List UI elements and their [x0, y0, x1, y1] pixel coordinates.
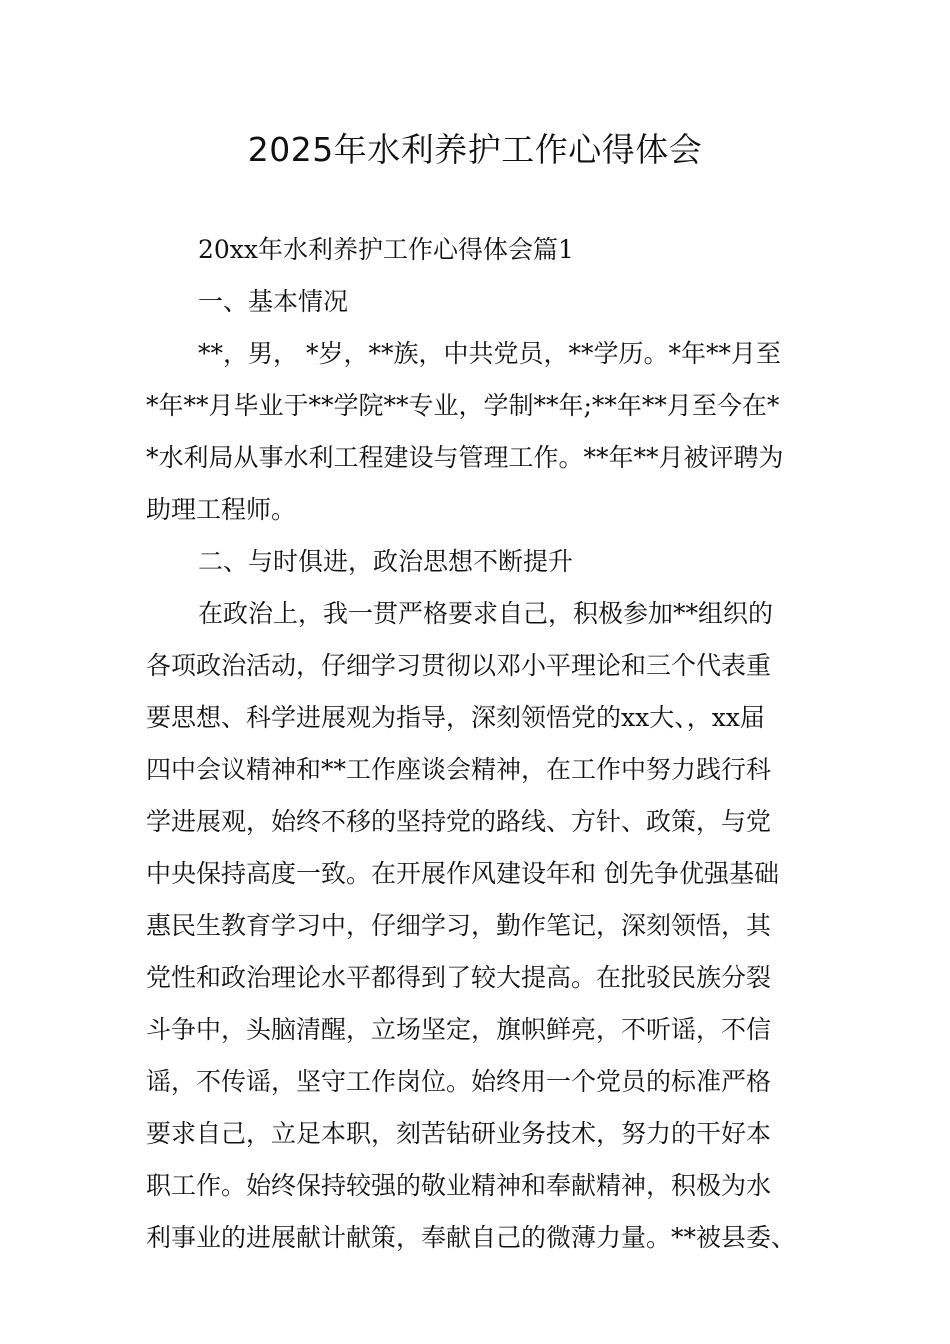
paragraph-line: 在政治上，我一贯严格要求自己，积极参加**组织的: [198, 599, 774, 628]
paragraph-line: *年**月毕业于**学院**专业，学制**年;**年**月至今在*: [146, 391, 780, 420]
document-body: [146, 224, 826, 1264]
paragraph-line: 惠民生教育学习中，仔细学习，勤作笔记，深刻领悟，其: [146, 911, 772, 940]
section-heading: 二、与时俱进，政治思想不断提升: [198, 547, 574, 576]
document-title: 2025年水利养护工作心得体会: [247, 130, 703, 169]
section-heading: 一、基本情况: [198, 287, 349, 316]
paragraph-line: 利事业的进展献计献策，奉献自己的微薄力量。**被县委、: [146, 1223, 797, 1252]
paragraph-line: 各项政治活动，仔细学习贯彻以邓小平理论和三个代表重: [146, 651, 772, 680]
paragraph-line: 助理工程师。: [146, 495, 297, 524]
paragraph-line: 斗争中，头脑清醒，立场坚定，旗帜鲜亮，不听谣，不信: [146, 1015, 772, 1044]
paragraph-line: **，男， *岁，**族，中共党员，**学历。*年**月至: [198, 339, 781, 368]
paragraph-line: 职工作。始终保持较强的敬业精神和奉献精神，积极为水: [146, 1171, 772, 1200]
paragraph-line: 20xx年水利养护工作心得体会篇1: [198, 235, 574, 264]
paragraph-line: 四中会议精神和**工作座谈会精神，在工作中努力践行科: [146, 755, 772, 784]
paragraph-line: 党性和政治理论水平都得到了较大提高。在批驳民族分裂: [146, 963, 772, 992]
paragraph-line: 要思想、科学进展观为指导，深刻领悟党的xx大、，xx届: [146, 703, 765, 732]
paragraph-line: 学进展观，始终不移的坚持党的路线、方针、政策，与党: [146, 807, 772, 836]
paragraph-line: 谣，不传谣，坚守工作岗位。始终用一个党员的标准严格: [146, 1067, 772, 1096]
paragraph-line: 中央保持高度一致。在开展作风建设年和 创先争优强基础: [146, 859, 779, 888]
paragraph-line: *水利局从事水利工程建设与管理工作。**年**月被评聘为: [146, 443, 784, 472]
paragraph-line: 要求自己，立足本职，刻苦钻研业务技术，努力的干好本: [146, 1119, 772, 1148]
